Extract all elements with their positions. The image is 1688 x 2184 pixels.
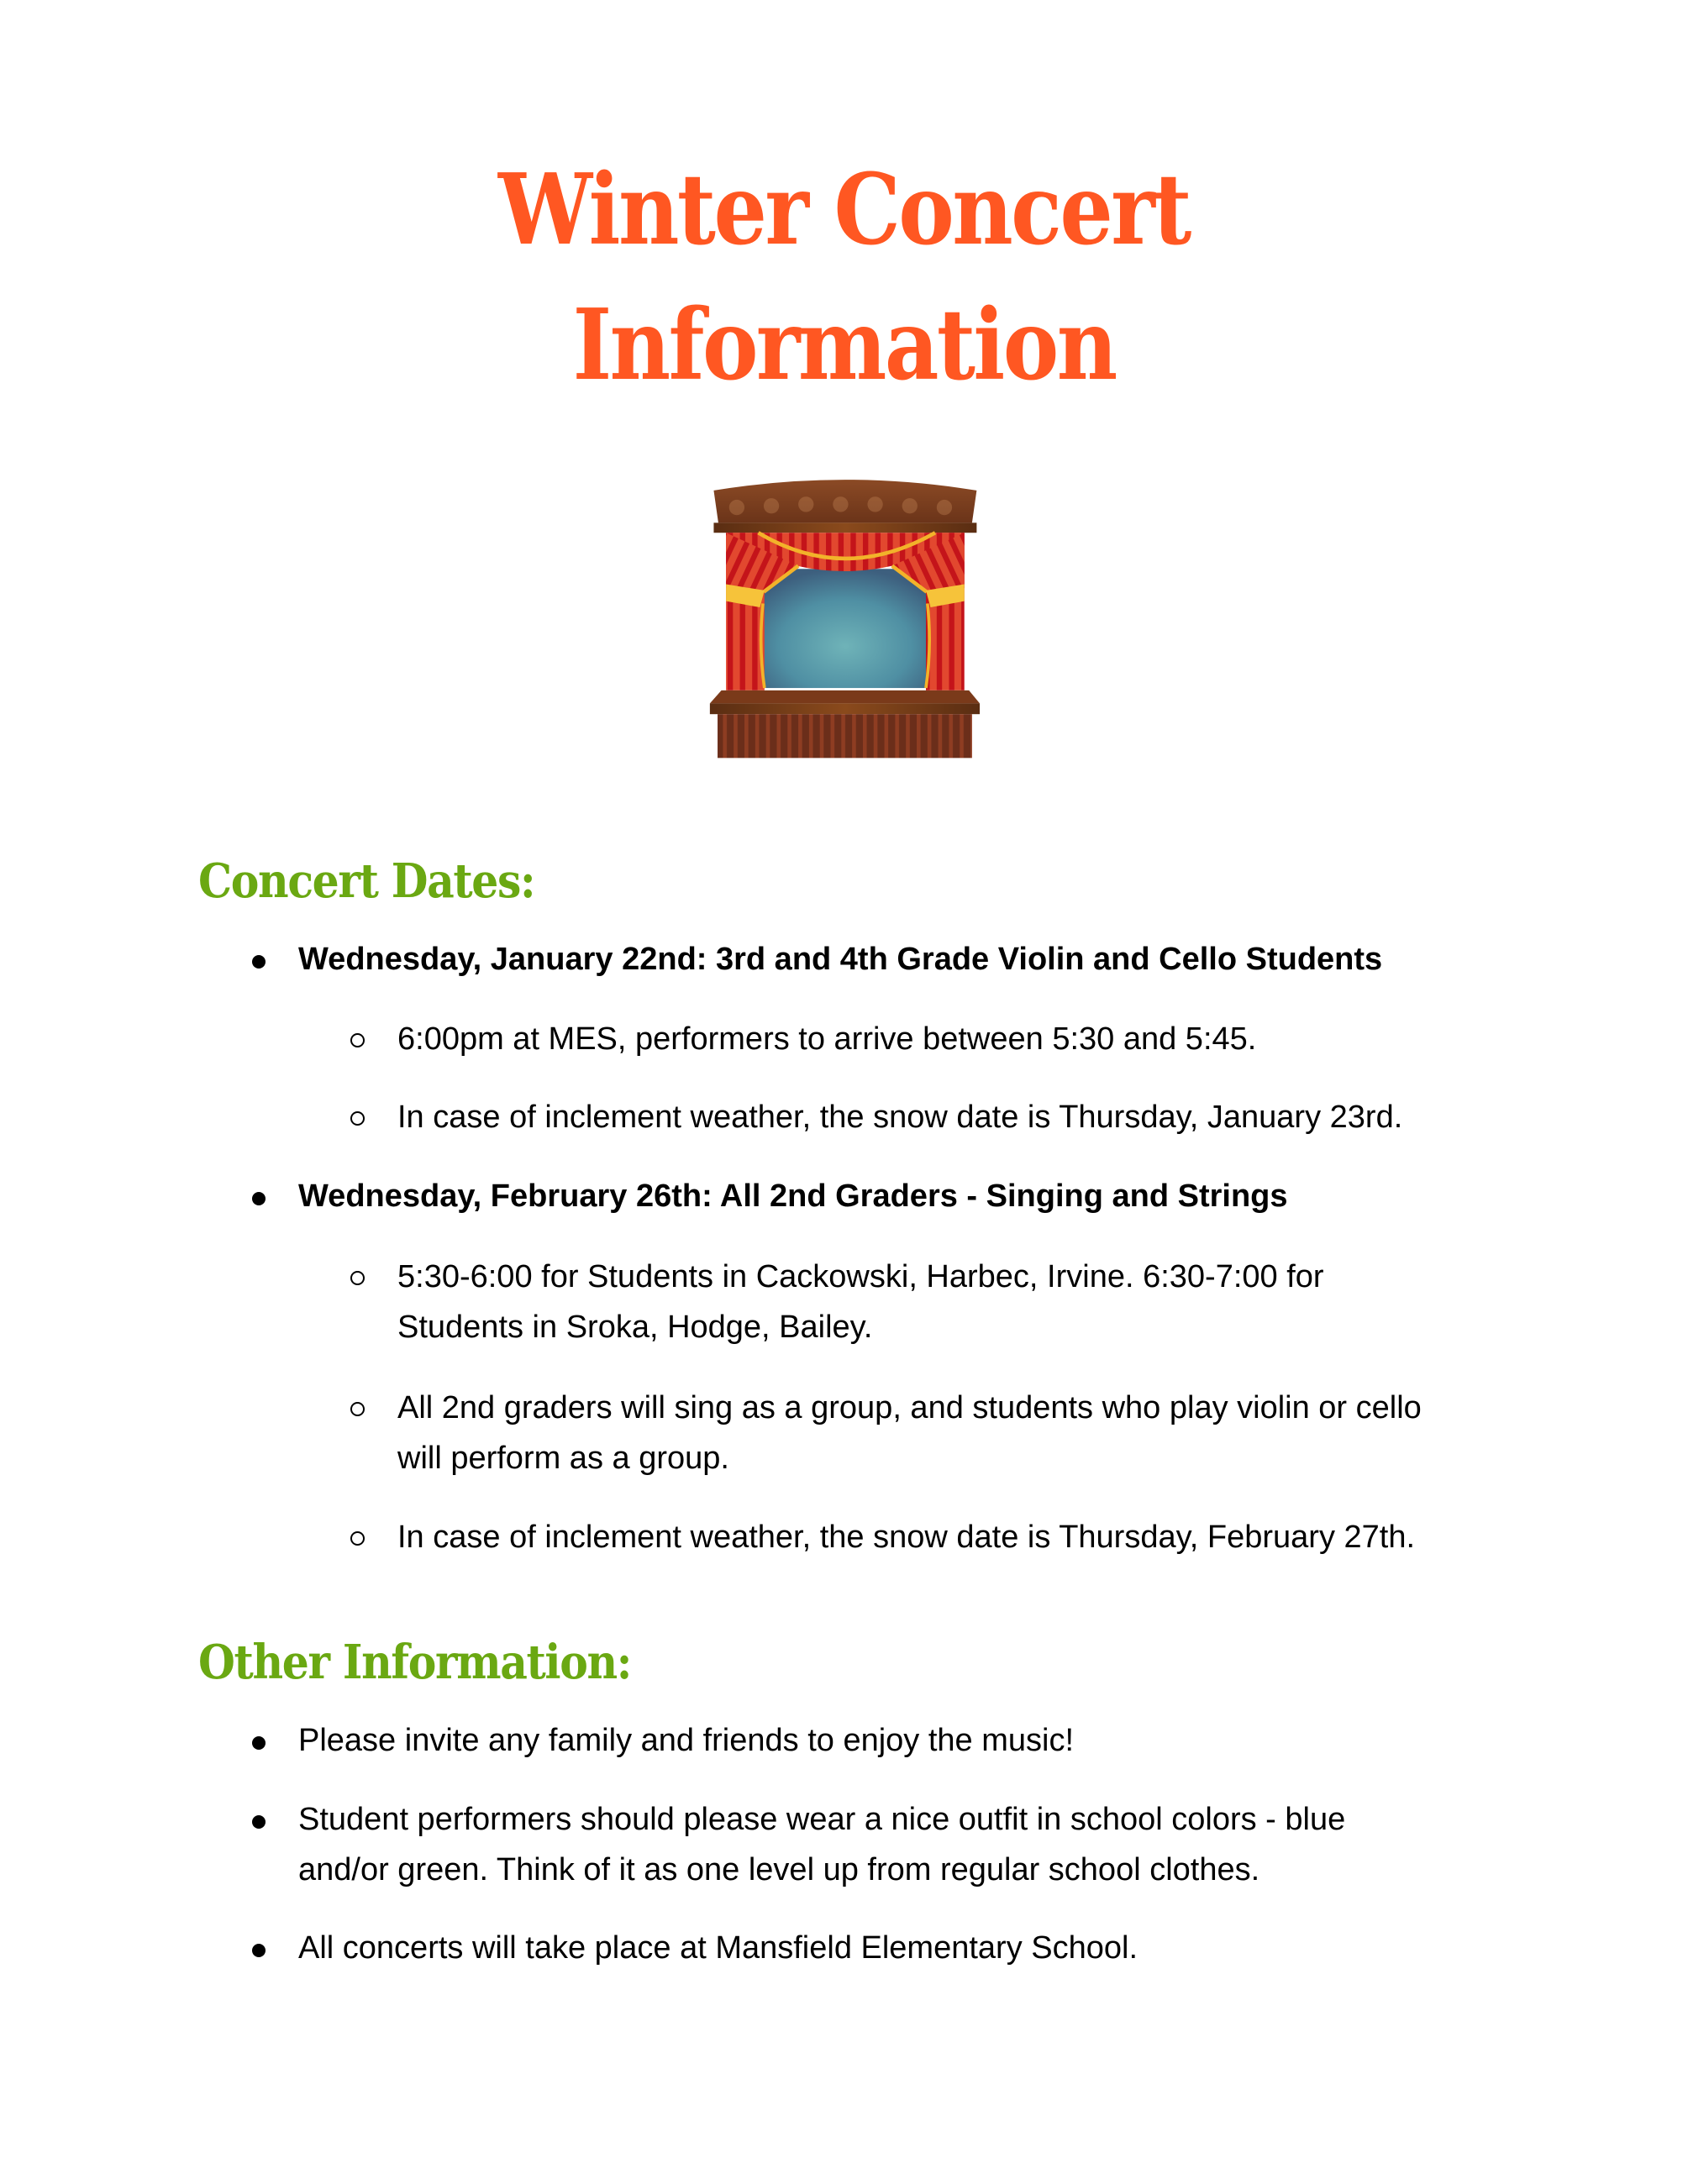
list-item-invite-family: Please invite any family and friends to enjoy the music! [298, 1723, 1075, 1758]
sub-item-feb26-snow-date: In case of inclement weather, the snow date is Thursday, February 27th. [397, 1520, 1416, 1555]
page-title-continued: Information [572, 288, 1116, 402]
bullet-circle [350, 1111, 365, 1126]
sub-item-jan22-snow-date: In case of inclement weather, the snow date is Thursday, January 23rd. [397, 1100, 1403, 1135]
bullet-circle [350, 1531, 365, 1546]
bullet-circle [350, 1271, 365, 1285]
title-line-1 [0, 153, 1688, 267]
bullet-circle [350, 1402, 365, 1416]
sub-item-feb26-groups: All 2nd graders will sing as a group, and students who play violin or cello [397, 1390, 1422, 1425]
page-title: Winter Concert [498, 153, 1190, 267]
bullet-dot [252, 1736, 266, 1750]
sub-item-feb26-times: 5:30-6:00 for Students in Cackowski, Harbec, Irvine. 6:30-7:00 for [397, 1259, 1324, 1294]
list-item-concert-jan22: Wednesday, January 22nd: 3rd and 4th Grade Violin and Cello Students [298, 942, 1383, 977]
sub-item-feb26-groups-cont: will perform as a group. [397, 1441, 729, 1476]
list-item-dress-code-cont: and/or green. Think of it as one level up from regular school clothes. [298, 1852, 1260, 1887]
section-heading-concert-dates: Concert Dates: [198, 853, 535, 909]
section-heading-other-information: Other Information: [198, 1635, 632, 1690]
sub-item-jan22-time: 6:00pm at MES, performers to arrive between 5:30 and 5:45. [397, 1021, 1257, 1057]
title-line-2 [0, 288, 1688, 402]
list-item-concert-feb26: Wednesday, February 26th: All 2nd Graders - Singing and Strings [298, 1179, 1288, 1214]
bullet-dot [252, 1815, 266, 1829]
list-item-location: All concerts will take place at Mansfield Elementary School. [298, 1930, 1138, 1966]
bullet-circle [350, 1033, 365, 1047]
bullet-dot [252, 1192, 266, 1205]
bullet-dot [252, 955, 266, 969]
theater-stage-curtains-icon [691, 454, 998, 761]
list-item-dress-code: Student performers should please wear a nice outfit in school colors - blue [298, 1802, 1346, 1837]
sub-item-feb26-times-cont: Students in Sroka, Hodge, Bailey. [397, 1310, 873, 1345]
bullet-dot [252, 1944, 266, 1957]
